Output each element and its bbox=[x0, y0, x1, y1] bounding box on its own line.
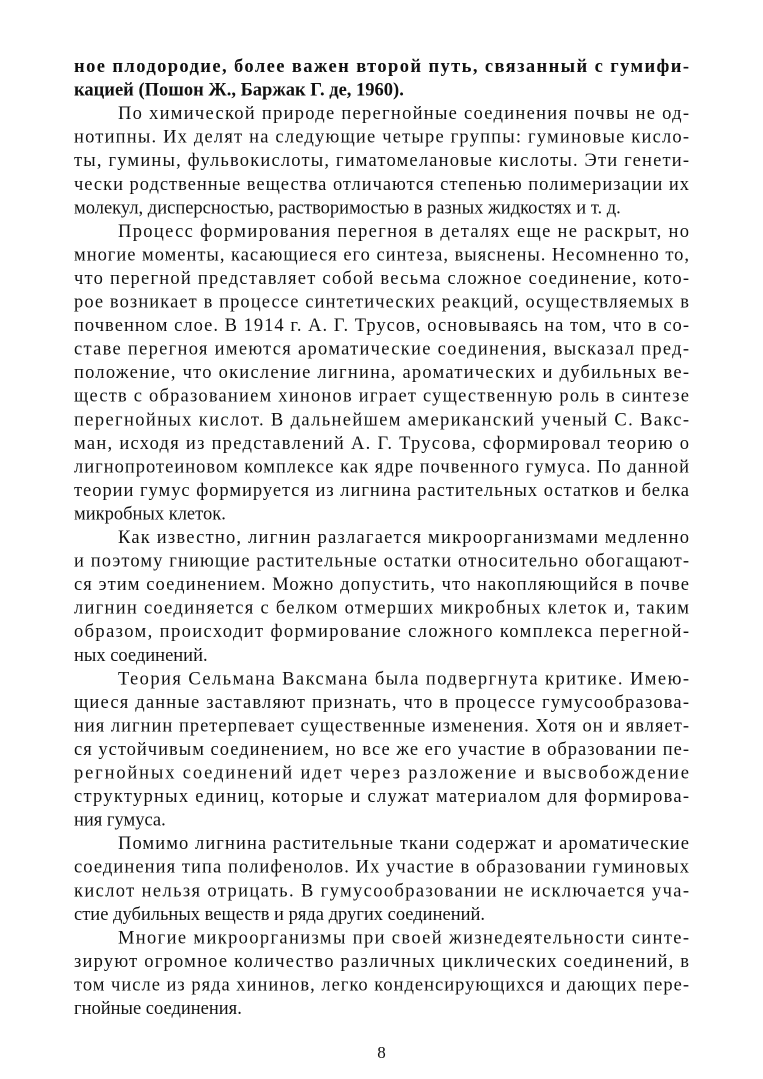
text-line: зируют огромное количество различных циклических соединений, в bbox=[74, 951, 689, 972]
text-line: что перегной представляет собой весьма сложное соединение, кото- bbox=[74, 269, 689, 289]
text-line: структурных единиц, которые и служат материалом для формирова- bbox=[74, 787, 689, 808]
text-line: положение, что окисление лигнина, ароматических и дубильных ве- bbox=[74, 363, 689, 384]
paragraph bbox=[74, 104, 690, 218]
text-line: ных соединений. bbox=[74, 645, 208, 666]
text-line: почвенном слое. В 1914 г. А. Г. Трусов, основываясь на том, что в со- bbox=[74, 316, 690, 337]
text-line: теории гумус формируется из лигнина растительных остатков и белка bbox=[74, 480, 689, 501]
paragraph bbox=[74, 669, 689, 830]
text-line: лигнин соединяется с белком отмерших микробных клеток и, таким bbox=[74, 598, 689, 619]
text-line: микробных клеток. bbox=[74, 504, 226, 525]
text-line: По химической природе перегнойные соединения почвы не од- bbox=[118, 104, 689, 125]
text-line: ты, гумины, фульвокислоты, гиматомелановые кислоты. Эти генети- bbox=[74, 151, 689, 172]
text-line: образом, происходит формирование сложного комплекса перегной- bbox=[74, 622, 689, 643]
text-line: стие дубильных веществ и ряда других соединений. bbox=[74, 904, 486, 925]
text-line: многие моменты, касающиеся его синтеза, выяснены. Несомненно то, bbox=[74, 245, 689, 266]
body-text bbox=[74, 57, 690, 1019]
text-line: и поэтому гниющие растительные остатки относительно обогащают- bbox=[74, 551, 689, 572]
text-line: кислот нельзя отрицать. В гумусообразовании не исключается уча- bbox=[74, 881, 689, 902]
text-line: ся устойчивым соединением, но все же его участие в образовании пе- bbox=[74, 740, 689, 760]
text-line: Теория Сельмана Ваксмана была подвергнута критике. Имею- bbox=[118, 669, 689, 690]
text-line: рое возникает в процессе синтетических реакций, осуществляемых в bbox=[74, 292, 689, 313]
text-line: молекул, дисперсностью, растворимостью в разных жидкостях и т. д. bbox=[74, 198, 621, 219]
text-line: ния лигнин претерпевает существенные изменения. Хотя он и являет- bbox=[74, 716, 689, 737]
text-line: ществ с образованием хинонов играет существенную роль в синтезе bbox=[74, 386, 689, 407]
page-number: 8 bbox=[377, 1043, 386, 1062]
text-line: ное плодородие, более важен второй путь, связанный с гумифи- bbox=[74, 57, 689, 77]
text-line: Многие микроорганизмы при своей жизнедеятельности синте- bbox=[118, 928, 689, 949]
text-line: нотипны. Их делят на следующие четыре группы: гуминовые кисло- bbox=[74, 127, 689, 148]
text-line: том числе из ряда хининов, легко конденсирующихся и дающих пере- bbox=[74, 975, 689, 996]
text-line: лигнопротеиновом комплексе как ядре почвенного гумуса. По данной bbox=[74, 457, 689, 478]
text-line: Как известно, лигнин разлагается микроорганизмами медленно bbox=[118, 528, 689, 548]
text-line: ставе перегноя имеются ароматические соединения, высказал пред- bbox=[74, 339, 689, 360]
text-line: регнойных соединений идет через разложение и высвобождение bbox=[74, 763, 689, 784]
text-line: ния гумуса. bbox=[74, 810, 166, 831]
text-line: ся этим соединением. Можно допустить, что накопляющийся в почве bbox=[74, 575, 689, 596]
text-line: гнойные соединения. bbox=[74, 999, 242, 1019]
text-line: Помимо лигнина растительные ткани содержат и ароматические bbox=[118, 834, 689, 855]
text-line: щиеся данные заставляют признать, что в процессе гумусообразова- bbox=[74, 692, 689, 713]
text-line: Процесс формирования перегноя в деталях еще не раскрыт, но bbox=[118, 221, 689, 242]
text-line: ман, исходя из представлений А. Г. Трусова, сформировал теорию о bbox=[74, 433, 689, 454]
text-line: перегнойных кислот. В дальнейшем американский ученый С. Вакс- bbox=[74, 410, 689, 431]
text-line: кацией (Пошон Ж., Баржак Г. де, 1960). bbox=[74, 80, 404, 101]
text-line: чески родственные вещества отличаются степенью полимеризации их bbox=[74, 174, 689, 195]
text-line: соединения типа полифенолов. Их участие в образовании гуминовых bbox=[74, 857, 689, 878]
